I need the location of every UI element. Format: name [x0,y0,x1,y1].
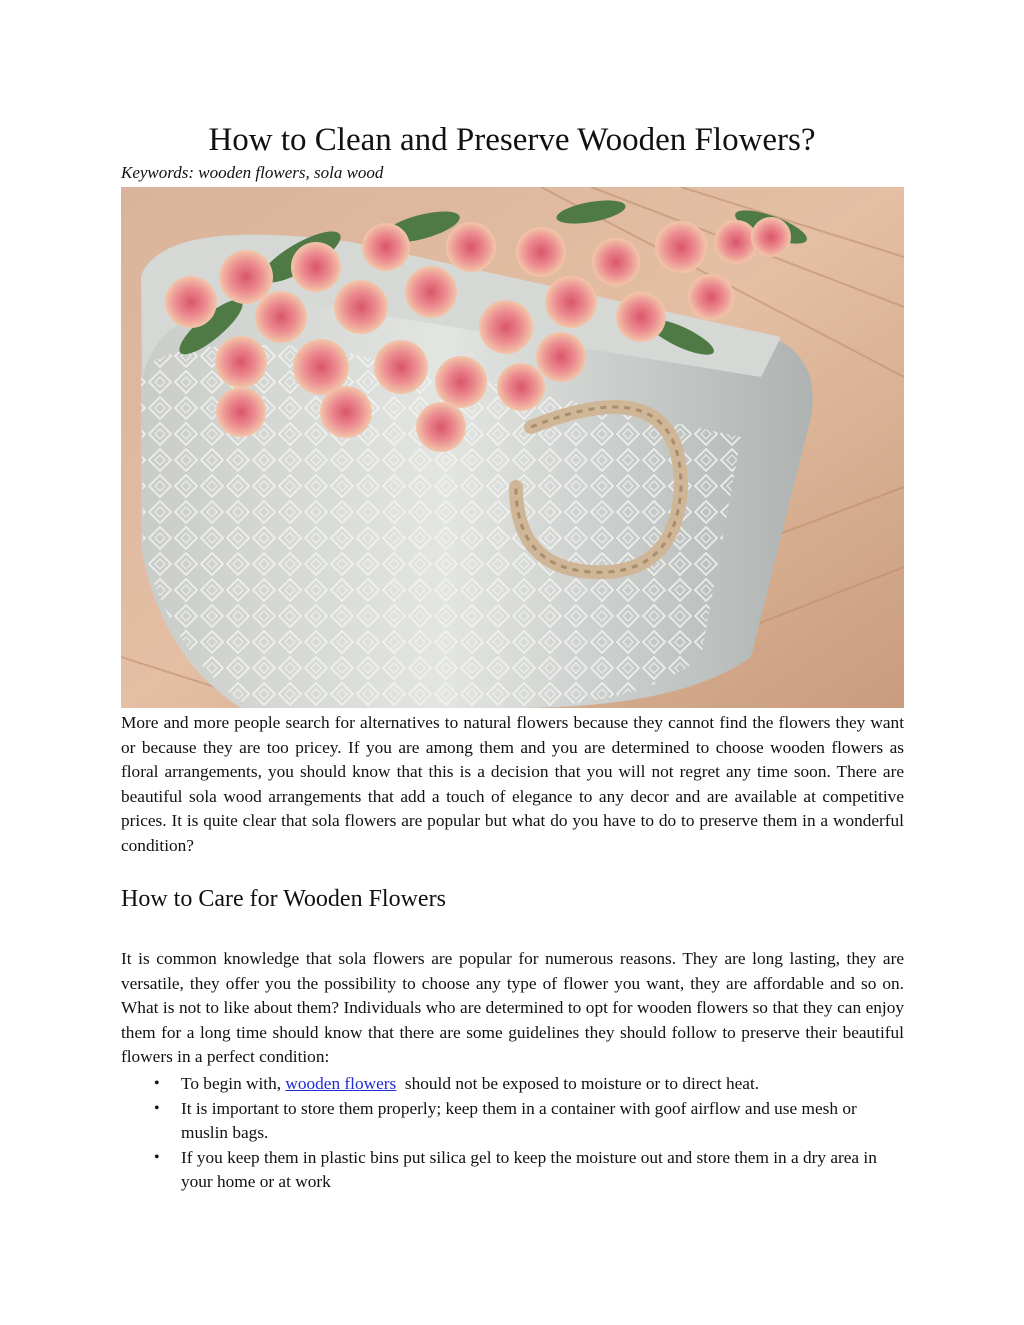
intro-paragraph: More and more people search for alternatives to natural flowers because they cannot find the flowers they want or because they are too pricey. If you are among them and you are determined to choose wooden flowers as floral arrangements, you should know that this is a decision that you will not regret any time soon. There are beautiful sola wood arrangements that add a touch of elegance to any decor and are available at competitive prices. It is quite clear that sola flowers are popular but what do you have to do to preserve them in a wonderful condition? [121,713,904,855]
page-title: How to Clean and Preserve Wooden Flowers? [208,122,816,158]
bullet-text: If you keep them in plastic bins put silica gel to keep the moisture out and store them in a dry area in your home or at work [181,1147,877,1192]
section-heading: How to Care for Wooden Flowers [121,886,446,912]
guidelines-list [121,1072,904,1195]
keywords-line: Keywords: wooden flowers, sola wood [121,163,384,182]
bullet-text: It is important to store them properly; keep them in a container with goof airflow and use mesh or muslin bags. [181,1098,857,1143]
hero-image-roses-in-bucket [121,187,904,708]
bullet-suffix: should not be exposed to moisture or to direct heat. [396,1074,760,1093]
bullet-icon: • [154,1099,160,1117]
bullet-prefix: To begin with, [181,1074,286,1093]
bullet-icon: • [154,1148,160,1166]
wooden-flowers-link[interactable]: wooden flowers [285,1074,397,1093]
list-item [121,1097,904,1146]
list-item [121,1146,904,1195]
section-paragraph: It is common knowledge that sola flowers are popular for numerous reasons. They are long lasting, they are versatile, they offer you the possibility to choose any type of flower you want, they are affordable and so on. What is not to like about them? Individuals who are determined to opt for wooden flowers so that they can enjoy them for a long time should know that there are some guidelines they should follow to preserve their beautiful flowers in a perfect condition: [121,949,904,1067]
bullet-icon: • [154,1075,160,1092]
list-item [121,1072,904,1097]
